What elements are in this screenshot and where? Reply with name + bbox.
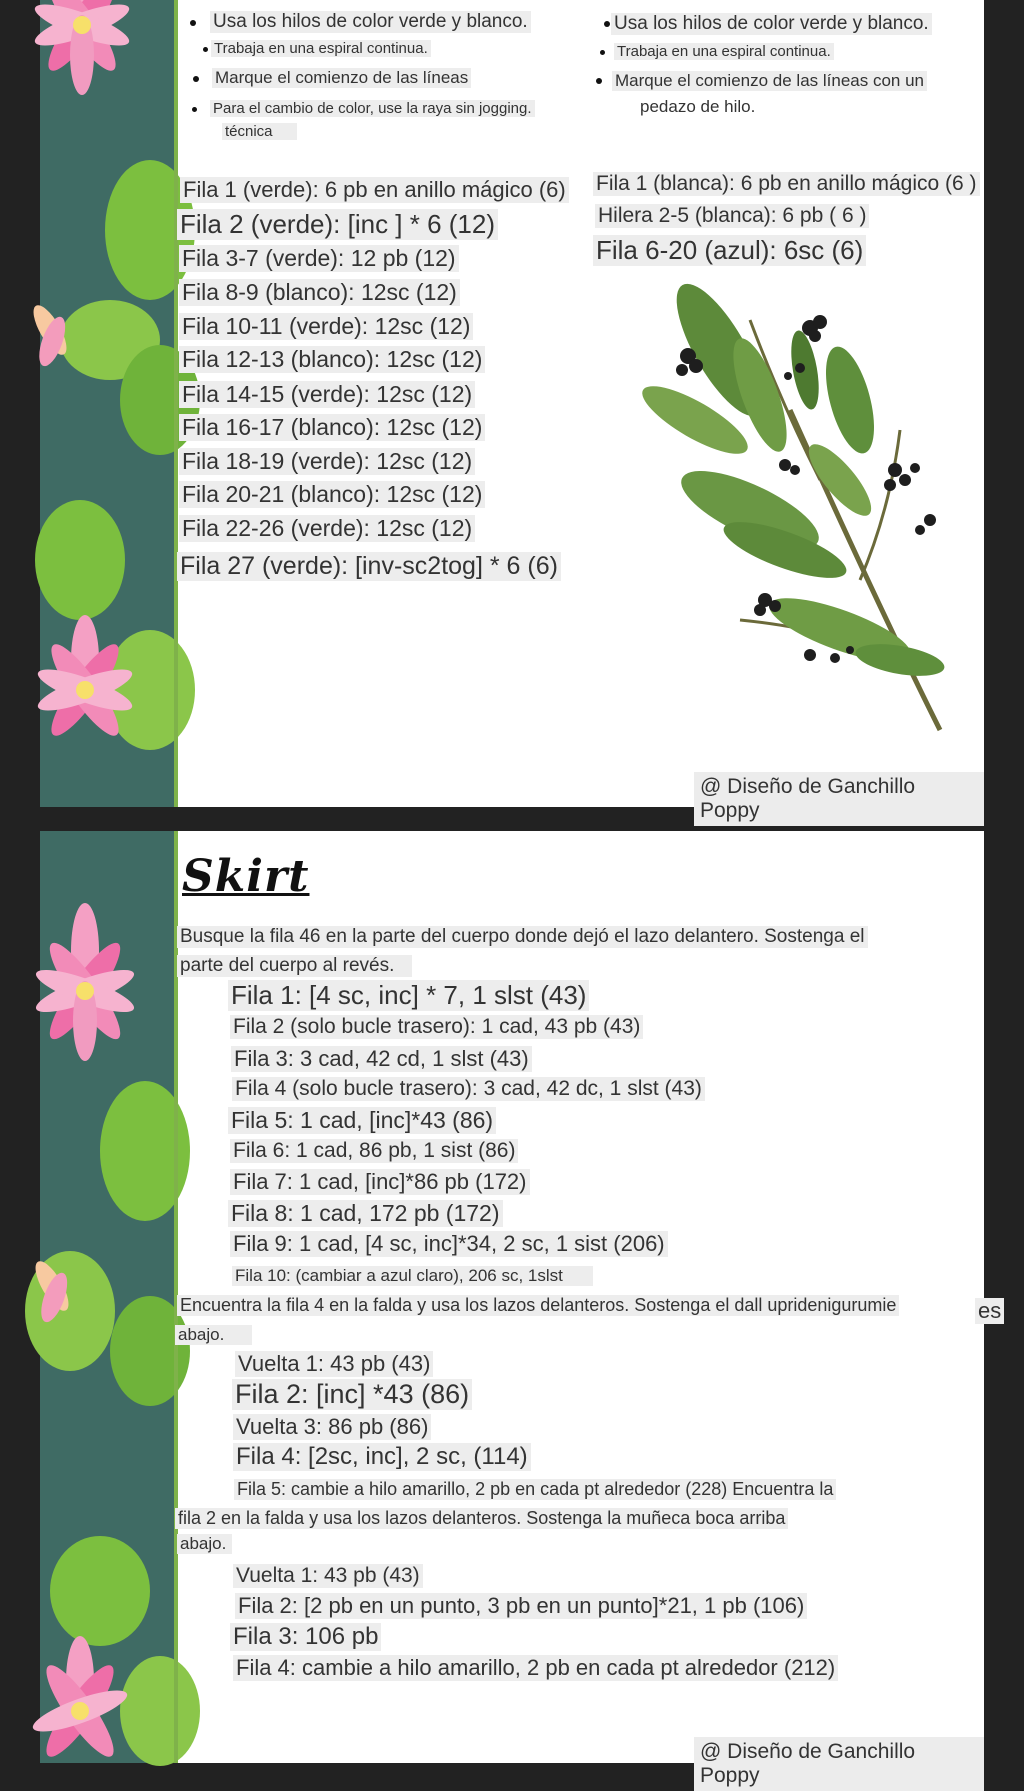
row-instruction: Fila 4 (solo bucle trasero): 3 cad, 42 dc, 1 slst (43) — [232, 1077, 705, 1101]
lotus-border-art — [40, 831, 174, 1763]
bullet-item: Trabaja en una espiral continua. — [211, 40, 431, 57]
paragraph-line: Fila 5: cambie a hilo amarillo, 2 pb en cada pt alrededor (228) Encuentra la — [234, 1479, 836, 1500]
row-instruction: Fila 10: (cambiar a azul claro), 206 sc, 1slst — [232, 1266, 593, 1286]
row-instruction: Vuelta 3: 86 pb (86) — [233, 1414, 431, 1440]
section-title: Skirt — [182, 851, 310, 902]
row-instruction: Fila 8: 1 cad, 172 pb (172) — [228, 1200, 503, 1227]
row-instruction: Fila 5: 1 cad, [inc]*43 (86) — [228, 1107, 496, 1134]
row-instruction: Fila 2 (solo bucle trasero): 1 cad, 43 pb (43) — [230, 1015, 643, 1039]
row-instruction: Hilera 2-5 (blanca): 6 pb ( 6 ) — [595, 204, 869, 228]
paragraph-line: Encuentra la fila 4 en la falda y usa los lazos delanteros. Sostenga el dall upridenigurumie — [177, 1295, 899, 1316]
row-instruction: Fila 3: 106 pb — [230, 1623, 381, 1651]
pattern-page-1 — [40, 0, 984, 822]
row-instruction: Fila 3: 3 cad, 42 cd, 1 slst (43) — [231, 1046, 532, 1072]
paragraph-line: abajo. — [177, 1534, 232, 1554]
row-instruction: Vuelta 1: 43 pb (43) — [233, 1564, 423, 1588]
row-instruction: Fila 18-19 (verde): 12sc (12) — [179, 448, 475, 475]
bullet-item: Usa los hilos de color verde y blanco. — [210, 11, 531, 33]
paragraph-line: abajo. — [175, 1325, 252, 1345]
row-instruction: Fila 14-15 (verde): 12sc (12) — [179, 381, 475, 408]
row-instruction: Fila 2: [2 pb en un punto, 3 pb en un punto]*21, 1 pb (106) — [235, 1593, 807, 1619]
row-instruction: Fila 20-21 (blanco): 12sc (12) — [179, 481, 485, 508]
row-instruction: Fila 22-26 (verde): 12sc (12) — [179, 515, 475, 542]
row-instruction: Fila 3-7 (verde): 12 pb (12) — [179, 245, 459, 272]
row-instruction: Fila 7: 1 cad, [inc]*86 pb (172) — [230, 1169, 530, 1195]
lotus-border-art — [40, 0, 174, 807]
paragraph-line: fila 2 en la falda y usa los lazos delanteros. Sostenga la muñeca boca arriba — [175, 1508, 788, 1529]
row-instruction: Fila 8-9 (blanco): 12sc (12) — [179, 279, 460, 306]
row-instruction: Fila 4: cambie a hilo amarillo, 2 pb en cada pt alrededor (212) — [233, 1655, 838, 1681]
row-instruction: Fila 1: [4 sc, inc] * 7, 1 slst (43) — [228, 980, 589, 1011]
lotus-side-border — [40, 0, 174, 807]
row-instruction: Fila 27 (verde): [inv-sc2tog] * 6 (6) — [177, 552, 561, 581]
paragraph-line: Busque la fila 46 en la parte del cuerpo donde dejó el lazo delantero. Sostenga el — [177, 926, 868, 948]
row-instruction: Fila 12-13 (blanco): 12sc (12) — [179, 346, 485, 373]
pattern-page-2 — [40, 831, 1002, 1787]
row-instruction: Fila 16-17 (blanco): 12sc (12) — [179, 414, 485, 441]
row-instruction: Fila 2: [inc] *43 (86) — [232, 1379, 472, 1410]
bullet-dot — [604, 21, 610, 27]
row-instruction: Fila 2 (verde): [inc ] * 6 (12) — [177, 209, 498, 240]
bullet-item: Para el cambio de color, use la raya sin jogging. — [210, 100, 535, 117]
bullet-item: pedazo de hilo. — [640, 97, 756, 116]
leaf-branch-illustration — [640, 280, 1000, 750]
paragraph-line-overflow: es — [975, 1298, 1004, 1324]
row-instruction: Vuelta 1: 43 pb (43) — [235, 1351, 433, 1377]
credit-label: @ Diseño de Ganchillo Poppy — [694, 1737, 984, 1791]
credit-label: @ Diseño de Ganchillo Poppy — [694, 772, 984, 826]
row-instruction: Fila 9: 1 cad, [4 sc, inc]*34, 2 sc, 1 sist (206) — [230, 1231, 668, 1257]
lotus-side-border — [40, 831, 174, 1763]
bullet-item: Marque el comienzo de las líneas — [212, 68, 471, 88]
row-instruction: Fila 1 (verde): 6 pb en anillo mágico (6) — [180, 177, 569, 203]
border-edge — [174, 0, 178, 807]
paragraph-line: parte del cuerpo al revés. — [177, 955, 412, 977]
bullet-item: Trabaja en una espiral continua. — [614, 43, 834, 60]
bullet-dot — [190, 20, 196, 26]
bullet-dot — [203, 47, 208, 52]
row-instruction: Fila 6-20 (azul): 6sc (6) — [593, 235, 866, 266]
bullet-item: Usa los hilos de color verde y blanco. — [611, 13, 932, 35]
row-instruction: Fila 6: 1 cad, 86 pb, 1 sist (86) — [230, 1139, 518, 1163]
bullet-dot — [600, 50, 605, 55]
row-instruction: Fila 1 (blanca): 6 pb en anillo mágico (6 ) — [593, 172, 980, 196]
bullet-item: Marque el comienzo de las líneas con un — [612, 71, 927, 91]
row-instruction: Fila 10-11 (verde): 12sc (12) — [179, 313, 473, 340]
bullet-dot — [596, 78, 602, 84]
row-instruction: Fila 4: [2sc, inc], 2 sc, (114) — [233, 1443, 531, 1471]
bullet-dot — [193, 76, 199, 82]
bullet-dot — [192, 107, 197, 112]
bullet-item: técnica — [222, 123, 297, 140]
